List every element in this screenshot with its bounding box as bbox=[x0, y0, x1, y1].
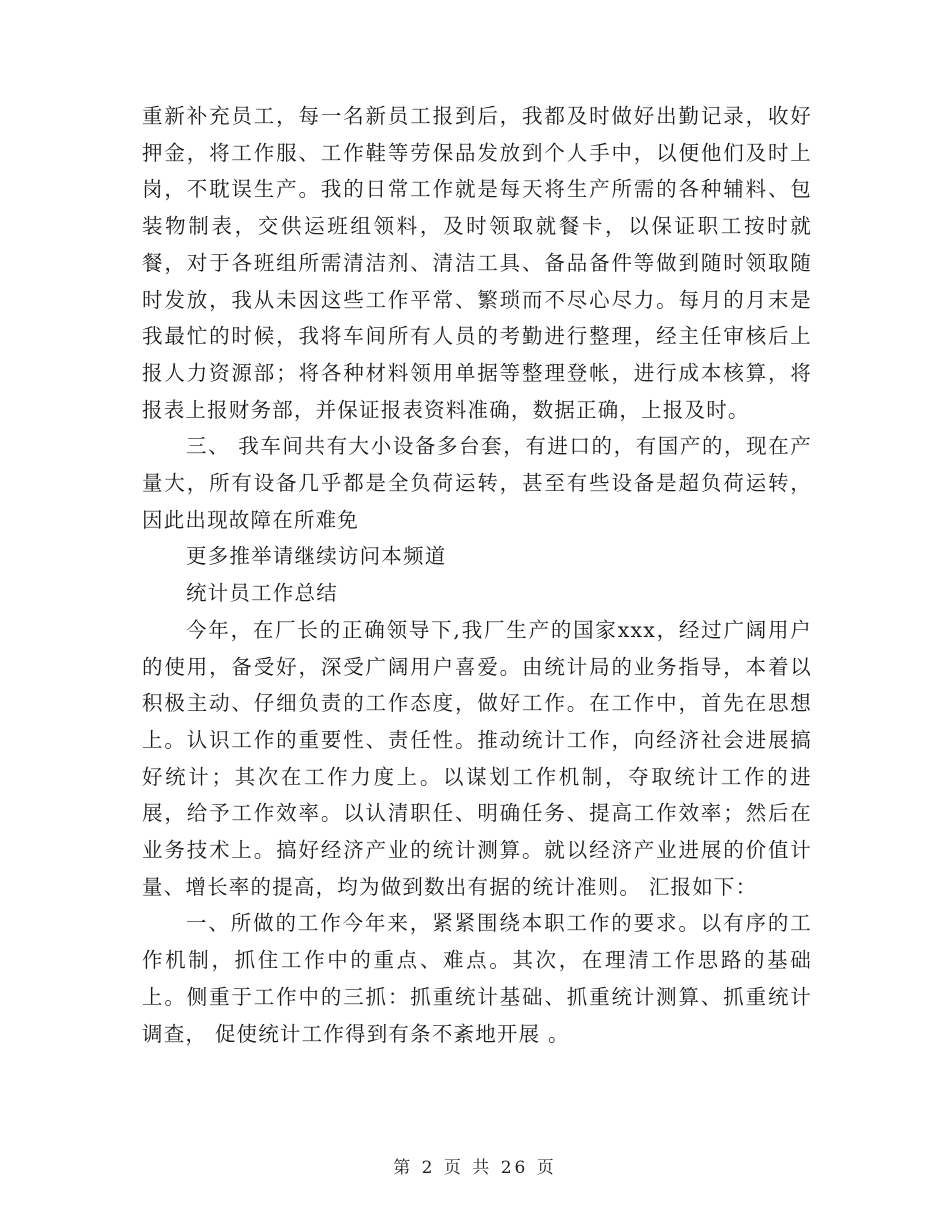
paragraph-3-link-note: 更多推举请继续访问本频道 bbox=[186, 544, 447, 569]
document-body bbox=[142, 98, 812, 1052]
page-number-footer: 第 2 页 共 26 页 bbox=[393, 1158, 557, 1178]
paragraph-2: 三、 我车间共有大小设备多台套，有进口的，有国产的，现在产量大，所有设备几乎都是全负荷运转，甚至有些设备是超负荷运转，因此出现故障在所难免 bbox=[142, 434, 812, 532]
paragraph-6: 一、所做的工作今年来，紧紧围绕本职工作的要求。以有序的工作机制，抓住工作中的重点、难点。其次，在理清工作思路的基础上。侧重于工作中的三抓：抓重统计基础、抓重统计测算、抓重统计调查， 促使统计工作得到有条不紊地开展 。 bbox=[142, 911, 812, 1046]
paragraph-1: 重新补充员工，每一名新员工报到后，我都及时做好出勤记录，收好押金，将工作服、工作鞋等劳保品发放到个人手中，以便他们及时上岗，不耽误生产。我的日常工作就是每天将生产所需的各种辅料、包装物制表，交供运班组领料，及时领取就餐卡，以保证职工按时就餐，对于各班组所需清洁剂、清洁工具、备品备件等做到随时领取随时发放，我从未因这些工作平常、繁琐而不尽心尽力。每月的月末是我最忙的时候，我将车间所有人员的考勤进行整理，经主任审核后上报人力资源部；将各种材料领用单据等整理登帐，进行成本核算，将报表上报财务部，并保证报表资料准确，数据正确，上报及时。 bbox=[142, 104, 812, 422]
section-title: 统计员工作总结 bbox=[186, 581, 338, 606]
paragraph-5: 今年，在厂长的正确领导下,我厂生产的国家xxx，经过广阔用户的使用，备受好，深受广阔用户喜爱。由统计局的业务指导，本着以积极主动、仔细负责的工作态度，做好工作。在工作中，首先在思想上。认识工作的重要性、责任性。推动统计工作，向经济社会进展搞好统计；其次在工作力度上。以谋划工作机制，夺取统计工作的进展，给予工作效率。以认清职任、明确任务、提高工作效率；然后在业务技术上。搞好经济产业的统计测算。就以经济产业进展的价值计量、增长率的提高，均为做到数出有据的统计准则。 汇报如下： bbox=[142, 617, 812, 899]
